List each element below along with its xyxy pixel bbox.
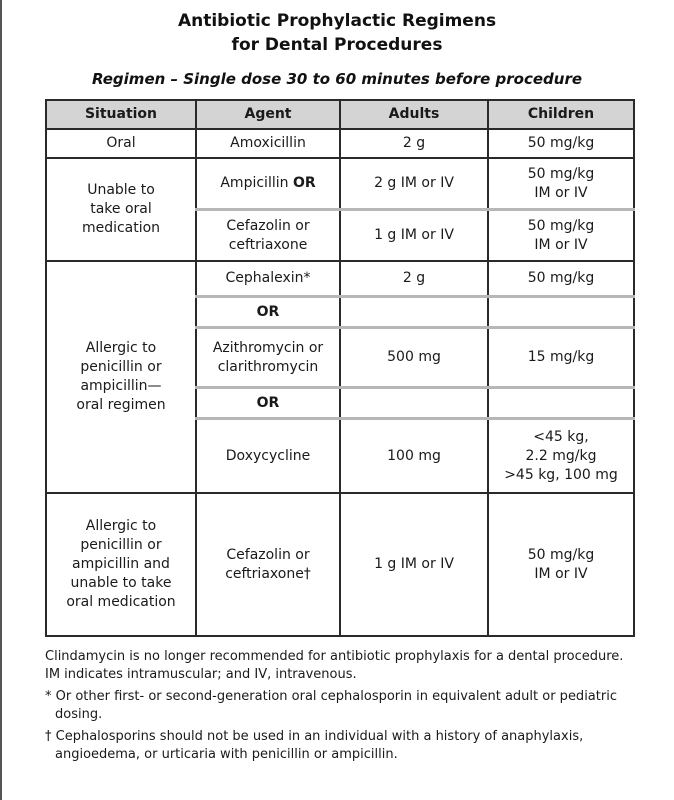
agent-cell: Cefazolin or ceftriaxone† (196, 493, 340, 636)
children-cell: 50 mg/kg (488, 129, 634, 158)
or-label: OR (292, 175, 316, 192)
agent-cell: Doxycycline (196, 419, 340, 494)
page-subtitle: Regimen – Single dose 30 to 60 minutes before procedure (91, 70, 583, 88)
children-cell (488, 419, 634, 494)
header-children: Children (488, 100, 634, 129)
page-title: Antibiotic Prophylactic Regimens (177, 11, 497, 31)
children-cell (488, 297, 634, 328)
children-dose-line: <45 kg, (533, 428, 589, 445)
agent-cell: Cephalexin* (196, 261, 340, 296)
footnote-dagger: † Cephalosporins should not be used in an individual with a history of anaphylaxis, angioedema, or urticaria with penicillin or ampicillin. (45, 729, 584, 762)
table-row (46, 129, 634, 158)
agent-cell: Azithromycin or clarithromycin (196, 328, 340, 388)
note-line: IM indicates intramuscular; and IV, intravenous. (45, 667, 357, 682)
children-cell (488, 388, 634, 419)
or-label: OR (196, 297, 340, 328)
note-line: Clindamycin is no longer recommended for antibiotic prophylaxis for a dental procedure. (45, 649, 624, 664)
agent-cell: Amoxicillin (196, 129, 340, 158)
table-row (46, 493, 634, 636)
header-row (46, 100, 634, 129)
agent-cell: Cefazolin or ceftriaxone (196, 210, 340, 262)
page-title-line2: for Dental Procedures (231, 35, 443, 55)
adults-cell (340, 388, 488, 419)
adults-cell (340, 297, 488, 328)
adults-cell: 2 g IM or IV (340, 158, 488, 210)
children-cell: 15 mg/kg (488, 328, 634, 388)
agent-cell (196, 158, 340, 210)
adults-cell: 2 g (340, 129, 488, 158)
or-label: OR (196, 388, 340, 419)
table-row (46, 261, 634, 296)
footnote-asterisk: * Or other first- or second-generation oral cephalosporin in equivalent adult or pediatric dosing. (45, 689, 617, 722)
agent-name: Ampicillin (220, 175, 289, 192)
page-edge (0, 0, 2, 800)
header-adults: Adults (340, 100, 488, 129)
adults-cell: 100 mg (340, 419, 488, 494)
situation-cell: Unable to take oral medication (46, 158, 196, 261)
children-dose-line: 2.2 mg/kg (525, 447, 597, 464)
children-cell: 50 mg/kg (488, 261, 634, 296)
adults-cell: 2 g (340, 261, 488, 296)
situation-cell: Oral (46, 129, 196, 158)
adults-cell: 1 g IM or IV (340, 493, 488, 636)
header-agent: Agent (196, 100, 340, 129)
children-cell: 50 mg/kg IM or IV (488, 493, 634, 636)
table-notes (45, 648, 645, 764)
adults-cell: 1 g IM or IV (340, 210, 488, 262)
table-row (46, 158, 634, 210)
children-cell: 50 mg/kg IM or IV (488, 210, 634, 262)
regimen-table (45, 99, 635, 637)
children-cell: 50 mg/kg IM or IV (488, 158, 634, 210)
header-situation: Situation (46, 100, 196, 129)
situation-cell: Allergic to penicillin or ampicillin and unable to take oral medication (46, 493, 196, 636)
adults-cell: 500 mg (340, 328, 488, 388)
situation-cell: Allergic to penicillin or ampicillin— oral regimen (46, 261, 196, 493)
children-dose-line: >45 kg, 100 mg (504, 466, 618, 483)
